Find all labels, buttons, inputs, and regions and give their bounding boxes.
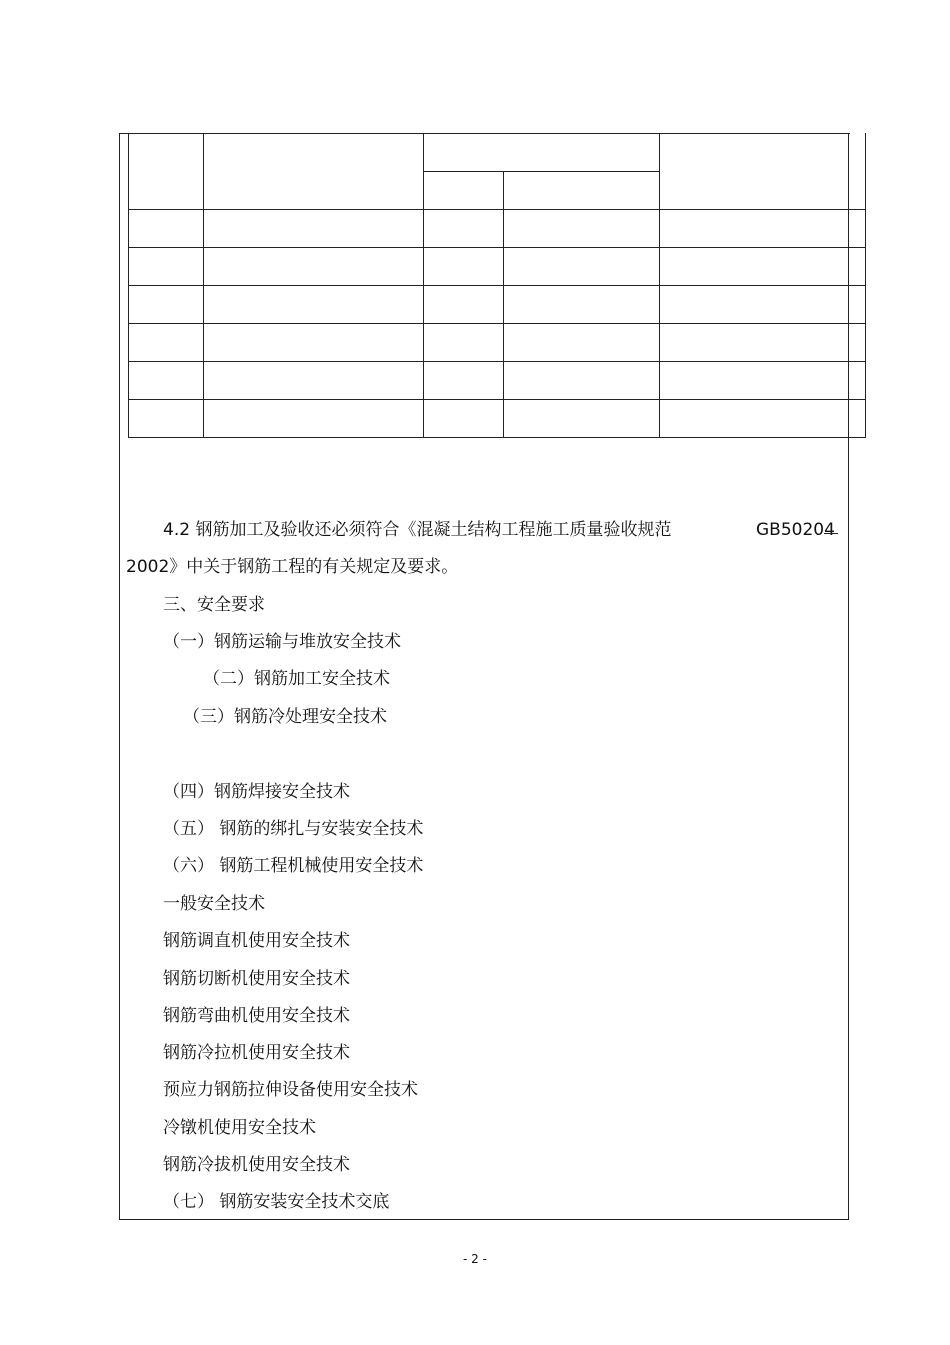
table-rule: [128, 285, 866, 286]
table-rule: [865, 133, 866, 438]
list-item: （五） 钢筋的绑扎与安装安全技术: [163, 819, 424, 839]
list-item: 钢筋切断机使用安全技术: [163, 969, 350, 989]
list-item: 冷镦机使用安全技术: [163, 1118, 316, 1138]
list-item: 一般安全技术: [163, 894, 265, 914]
list-item: （三）钢筋冷处理安全技术: [183, 707, 387, 727]
list-item: （六） 钢筋工程机械使用安全技术: [163, 856, 424, 876]
list-item: （一）钢筋运输与堆放安全技术: [163, 632, 401, 652]
list-item: 预应力钢筋拉伸设备使用安全技术: [163, 1080, 418, 1100]
list-item: 钢筋冷拔机使用安全技术: [163, 1155, 350, 1175]
table-rule: [128, 247, 866, 248]
table-rule: [128, 323, 866, 324]
list-item: （七） 钢筋安装安全技术交底: [163, 1192, 390, 1212]
list-item: （二）钢筋加工安全技术: [203, 669, 390, 689]
table-rule: [128, 209, 866, 210]
dash-mark: [824, 533, 838, 534]
table-rule: [203, 133, 204, 438]
table-rule: [128, 361, 866, 362]
paragraph-line-1: 4.2 钢筋加工及验收还必须符合《混凝土结构工程施工质量验收规范: [163, 520, 672, 540]
paragraph-line-2: 2002》中关于钢筋工程的有关规定及要求。: [126, 557, 459, 577]
list-item: （四）钢筋焊接安全技术: [163, 782, 350, 802]
list-item: 钢筋弯曲机使用安全技术: [163, 1006, 350, 1026]
empty-table: [128, 133, 866, 438]
table-rule: [128, 133, 850, 134]
table-rule: [659, 133, 660, 438]
list-item: 钢筋调直机使用安全技术: [163, 931, 350, 951]
section-heading: 三、安全要求: [163, 595, 265, 615]
table-rule: [128, 399, 866, 400]
table-rule: [128, 437, 866, 438]
table-rule: [128, 133, 129, 438]
table-rule: [424, 171, 660, 172]
list-item: 钢筋冷拉机使用安全技术: [163, 1043, 350, 1063]
table-rule: [423, 133, 424, 438]
table-rule: [503, 171, 504, 438]
standard-code: GB50204: [756, 520, 835, 540]
page-number: - 2 -: [463, 1252, 487, 1266]
